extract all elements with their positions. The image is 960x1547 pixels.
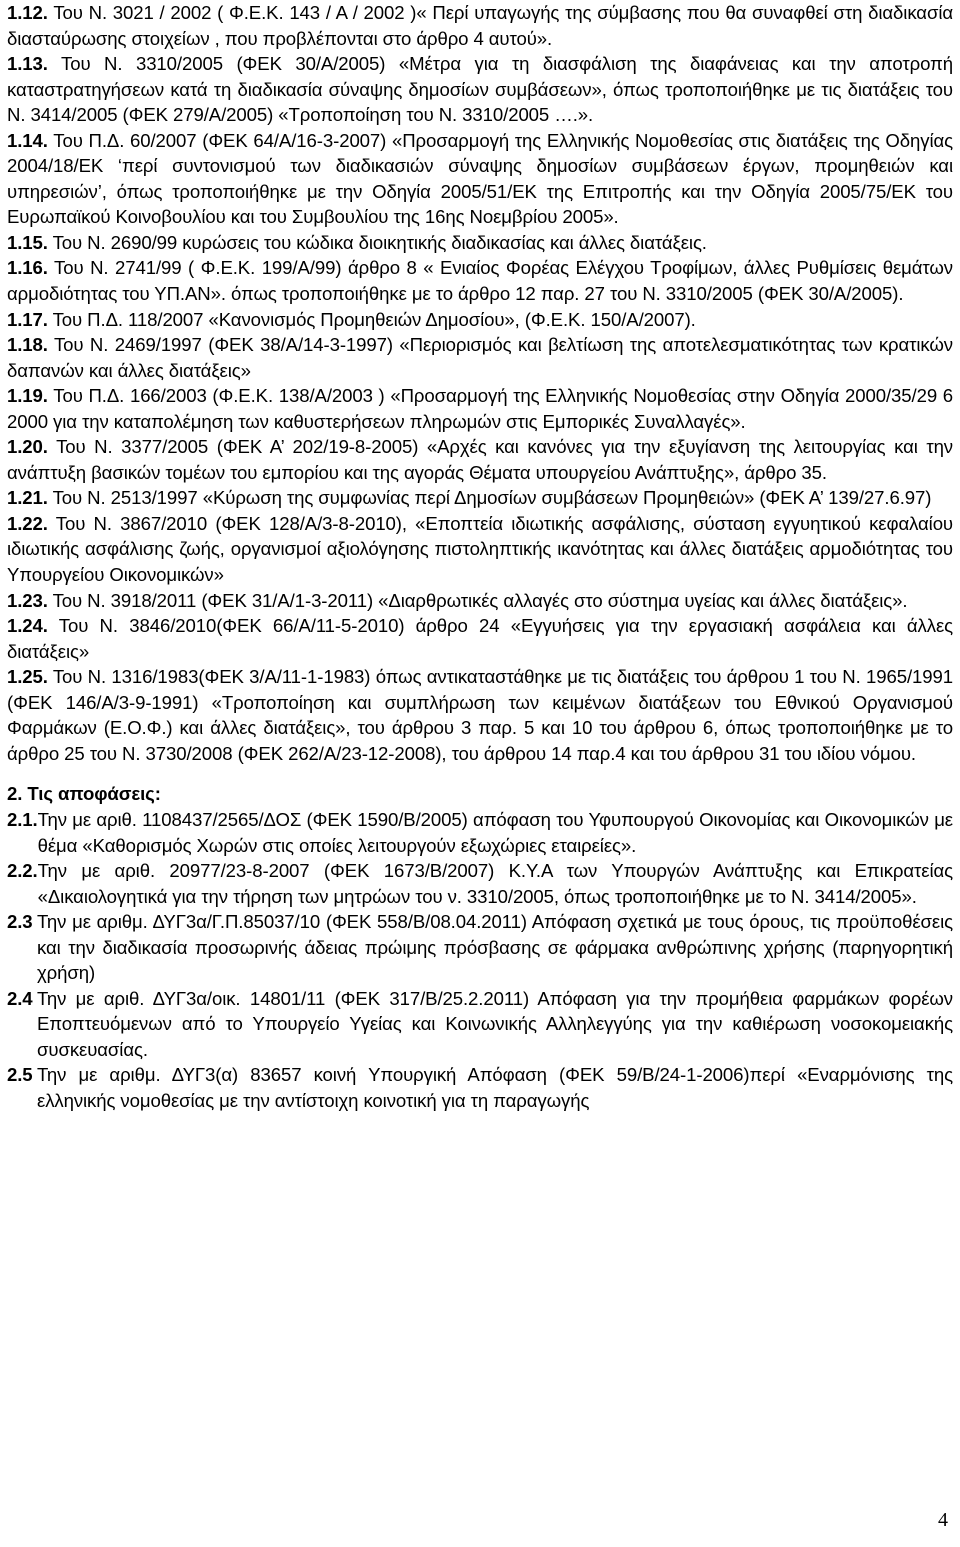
item-number: 1.13. — [7, 53, 48, 75]
list-item — [7, 588, 953, 614]
item-title: Του Ν. — [52, 487, 106, 509]
list-item — [7, 909, 953, 986]
item-number: 2.4 — [7, 987, 33, 1009]
item-title: Του Ν. — [58, 615, 118, 637]
item-title: Του Π.Δ. — [53, 129, 125, 151]
item-title: Του Ν. — [54, 257, 109, 279]
list-item — [7, 807, 953, 858]
item-number: 1.22. — [7, 512, 48, 534]
item-number: 1.25. — [7, 666, 48, 688]
list-item — [7, 51, 953, 128]
item-number: 1.19. — [7, 385, 48, 407]
item-number: 1.15. — [7, 231, 48, 253]
item-number: 1.21. — [7, 487, 48, 509]
item-text: 3021 / 2002 ( Φ.Ε.Κ. 143 / Α / 2002 )« Περί υπαγωγής της σύμβασης που θα συναφθεί στη διαδικασία διασταύρωσης στοιχείων , που προβλέπονται στο άρθρο 4 αυτού». — [7, 2, 954, 49]
section-heading: 2. Τις αποφάσεις: — [7, 783, 161, 805]
list-item — [7, 1062, 953, 1113]
item-title: Του Ν. — [56, 436, 113, 458]
item-number: 1.20. — [7, 436, 48, 458]
item-text: Την με αριθ. 20977/23-8-2007 (ΦΕΚ 1673/Β/2007) Κ.Υ.Α των Υπουργών Ανάπτυξης και Επικρατείας «Δικαιολογητικά για την τήρηση των μητρώων του ν. 3310/2005, όπως τροποποιήθηκε με το Ν. 3414/2005». — [37, 860, 953, 907]
page-number: 4 — [938, 1509, 948, 1531]
item-number: 1.24. — [7, 615, 48, 637]
list-item — [7, 128, 953, 230]
item-text: 3310/2005 (ΦΕΚ 30/Α/2005) «Μέτρα για τη διασφάλιση της διαφάνειας και την αποτροπή καταστρατηγήσεων κατά τη διαδικασία σύναψης δημοσίων συμβάσεων», όπως τροποποιήθηκε με τις διατάξεις του Ν. 3414/2005 (ΦΕΚ 279/Α/2005) «Τροποποίηση του Ν. 3310/2005 ….». — [7, 53, 954, 126]
item-number: 2.2. — [7, 860, 38, 882]
item-number: 1.16. — [7, 257, 48, 279]
item-text: 2469/1997 (ΦΕΚ 38/Α/14-3-1997) «Περιορισμός και βελτίωση της αποτελεσματικότητας των κρατικών δαπανών και άλλες διατάξεις» — [7, 334, 954, 381]
item-text: Την με αριθ. 1108437/2565/ΔΟΣ (ΦΕΚ 1590/Β/2005) απόφαση του Υφυπουργού Οικονομίας και Οικονομικών με θέμα «Καθορισμός Χωρών στις οποίες λειτουργούν εξωχώριες εταιρείες». — [37, 808, 953, 856]
item-title: Του Ν. — [52, 666, 107, 688]
list-item — [7, 255, 953, 306]
item-text: 3846/2010(ΦΕΚ 66/Α/11-5-2010) άρθρο 24 «Εγγυήσεις για την εργασιακή ασφάλεια και άλλες διατάξεις» — [7, 615, 953, 662]
item-title: Του Ν. — [61, 53, 123, 75]
item-number: 2.1. — [7, 808, 38, 830]
item-title: Του Ν. — [52, 589, 106, 611]
list-item — [7, 434, 953, 485]
list-item — [7, 307, 953, 333]
list-item — [7, 0, 953, 51]
item-text: 3377/2005 (ΦΕΚ Α’ 202/19-8-2005) «Αρχές και κανόνες για την εξυγίανση της λειτουργίας και την ανάπτυξη βασικών τομέων του εμπορίου και της αγοράς Θέματα υπουργείου Ανάπτυξης», άρθρο 35. — [7, 436, 954, 483]
item-title: Του Π.Δ. — [53, 385, 125, 407]
item-text: 2741/99 ( Φ.Ε.Κ. 199/Α/99) άρθρο 8 « Ενιαίος Φορέας Ελέγχου Τροφίμων, άλλες Ρυθμίσεις θεμάτων αρμοδιότητας του ΥΠ.ΑΝ». όπως τροποποιήθηκε με το άρθρο 12 παρ. 27 του Ν. 3310/2005 (ΦΕΚ 30/Α/2005). — [7, 257, 953, 305]
item-number: 2.3 — [7, 911, 33, 933]
legislation-list — [7, 0, 953, 1114]
item-number: 1.17. — [7, 308, 48, 330]
item-text: 3918/2011 (ΦΕΚ 31/Α/1-3-2011) «Διαρθρωτικές αλλαγές στο σύστημα υγείας και άλλες διατάξεις». — [105, 589, 908, 611]
item-title: Του Ν. — [52, 231, 106, 253]
item-title: Του Ν. — [53, 334, 109, 356]
item-text: Την με αριθμ. ΔΥΓ3(α) 83657 κοινή Υπουργική Απόφαση (ΦΕΚ 59/Β/24-1-2006)περί «Εναρμόνισης της ελληνικής νομοθεσίας με την αντίστοιχη κοινοτική για τη παραγωγής — [37, 1064, 953, 1111]
item-number: 1.12. — [7, 2, 48, 23]
list-item — [7, 485, 953, 511]
item-text: 1316/1983(ΦΕΚ 3/Α/11-1-1983) όπως αντικαταστάθηκε με τις διατάξεις του άρθρου 1 του Ν. 1965/1991 (ΦΕΚ 146/Α/3-9-1991) «Τροποποίηση και συμπλήρωση των κειμένων διατάξεων του Εθνικού Οργανισμού Φαρμάκων (Ε.Ο.Φ.) και άλλες διατάξεις», του άρθρου 3 παρ. 5 και 10 του άρθρου 6, όπως τροποποιήθηκε με το άρθρο 25 του Ν. 3730/2008 (ΦΕΚ 262/Α/23-12-2008), του άρθρου 14 παρ.4 και του άρθρου 31 του ιδίου νόμου. — [7, 666, 953, 764]
item-text: 2690/99 κυρώσεις του κώδικα διοικητικής διαδικασίας και άλλες διατάξεις. — [105, 231, 707, 253]
item-title: Του Ν. — [53, 2, 108, 23]
item-text: 3867/2010 (ΦΕΚ 128/Α/3-8-2010), «Εποπτεία ιδιωτικής ασφάλισης, σύσταση εγγυητικού κεφαλαίου ιδιωτικής ασφάλισης ζωής, οργανισμοί αξιολόγησης πιστοληπτικής ικανότητας και άλλες διατάξεις αρμοδιότητας του Υπουργείου Οικονομικών» — [7, 512, 953, 586]
item-text: Την με αριθμ. ΔΥΓ3α/Γ.Π.85037/10 (ΦΕΚ 558/Β/08.04.2011) Απόφαση σχετικά με τους όρους, τις προϋποθέσεις και την διαδικασία προσωρινής άδειας πρώιμης πρόσβασης σε φάρμακα ανθρώπινης χρήσης (παρηγορητική χρήση) — [37, 911, 953, 984]
item-text: Την με αριθ. ΔΥΓ3α/οικ. 14801/11 (ΦΕΚ 317/Β/25.2.2011) Απόφαση για την προμήθεια φαρμάκων φορέων Εποπτευόμενων από το Υπουργείο Υγείας και Κοινωνικής Αλληλεγγύης για την καθιέρωση νοσοκομειακής συσκευασίας. — [37, 987, 953, 1060]
item-text: 118/2007 «Κανονισμός Προμηθειών Δημοσίου», (Φ.Ε.Κ. 150/Α/2007). — [122, 308, 696, 330]
list-item — [7, 511, 953, 588]
list-item — [7, 383, 953, 434]
list-item — [7, 664, 953, 766]
item-text: 166/2003 (Φ.Ε.Κ. 138/Α/2003 ) «Προσαρμογή της Ελληνικής Νομοθεσίας στην Οδηγία 2000/35/29 6 2000 για την καταπολέμηση των καθυστερήσεων πληρωμών στις Εμπορικές Συναλλαγές». — [7, 385, 954, 432]
item-title: Του Ν. — [55, 512, 112, 534]
item-number: 2.5 — [7, 1064, 33, 1086]
item-number: 1.23. — [7, 589, 48, 611]
list-item — [7, 858, 953, 909]
list-item — [7, 986, 953, 1063]
list-item — [7, 332, 953, 383]
decisions-section — [7, 781, 953, 1113]
list-item — [7, 230, 953, 256]
list-item — [7, 613, 953, 664]
item-number: 1.18. — [7, 334, 48, 356]
item-number: 1.14. — [7, 129, 48, 151]
item-text: 60/2007 (ΦΕΚ 64/Α/16-3-2007) «Προσαρμογή της Ελληνικής Νομοθεσίας στις διατάξεις της Οδηγίας 2004/18/ΕΚ ‘περί συντονισμού των διαδικασιών σύναψης δημοσίων συμβάσεων έργων, προμηθειών και υπηρεσιών’, όπως τροποποιήθηκε με την Οδηγία 2005/51/ΕΚ της Επιτροπής και την Οδηγία 2005/75/ΕΚ του Ευρωπαϊκού Κοινοβουλίου και του Συμβουλίου της 16ης Νοεμβρίου 2005». — [7, 129, 954, 228]
item-title: Του Π.Δ. — [52, 308, 123, 330]
item-text: 2513/1997 «Κύρωση της συμφωνίας περί Δημοσίων συμβάσεων Προμηθειών» (ΦΕΚ Α’ 139/27.6.97) — [105, 487, 932, 509]
